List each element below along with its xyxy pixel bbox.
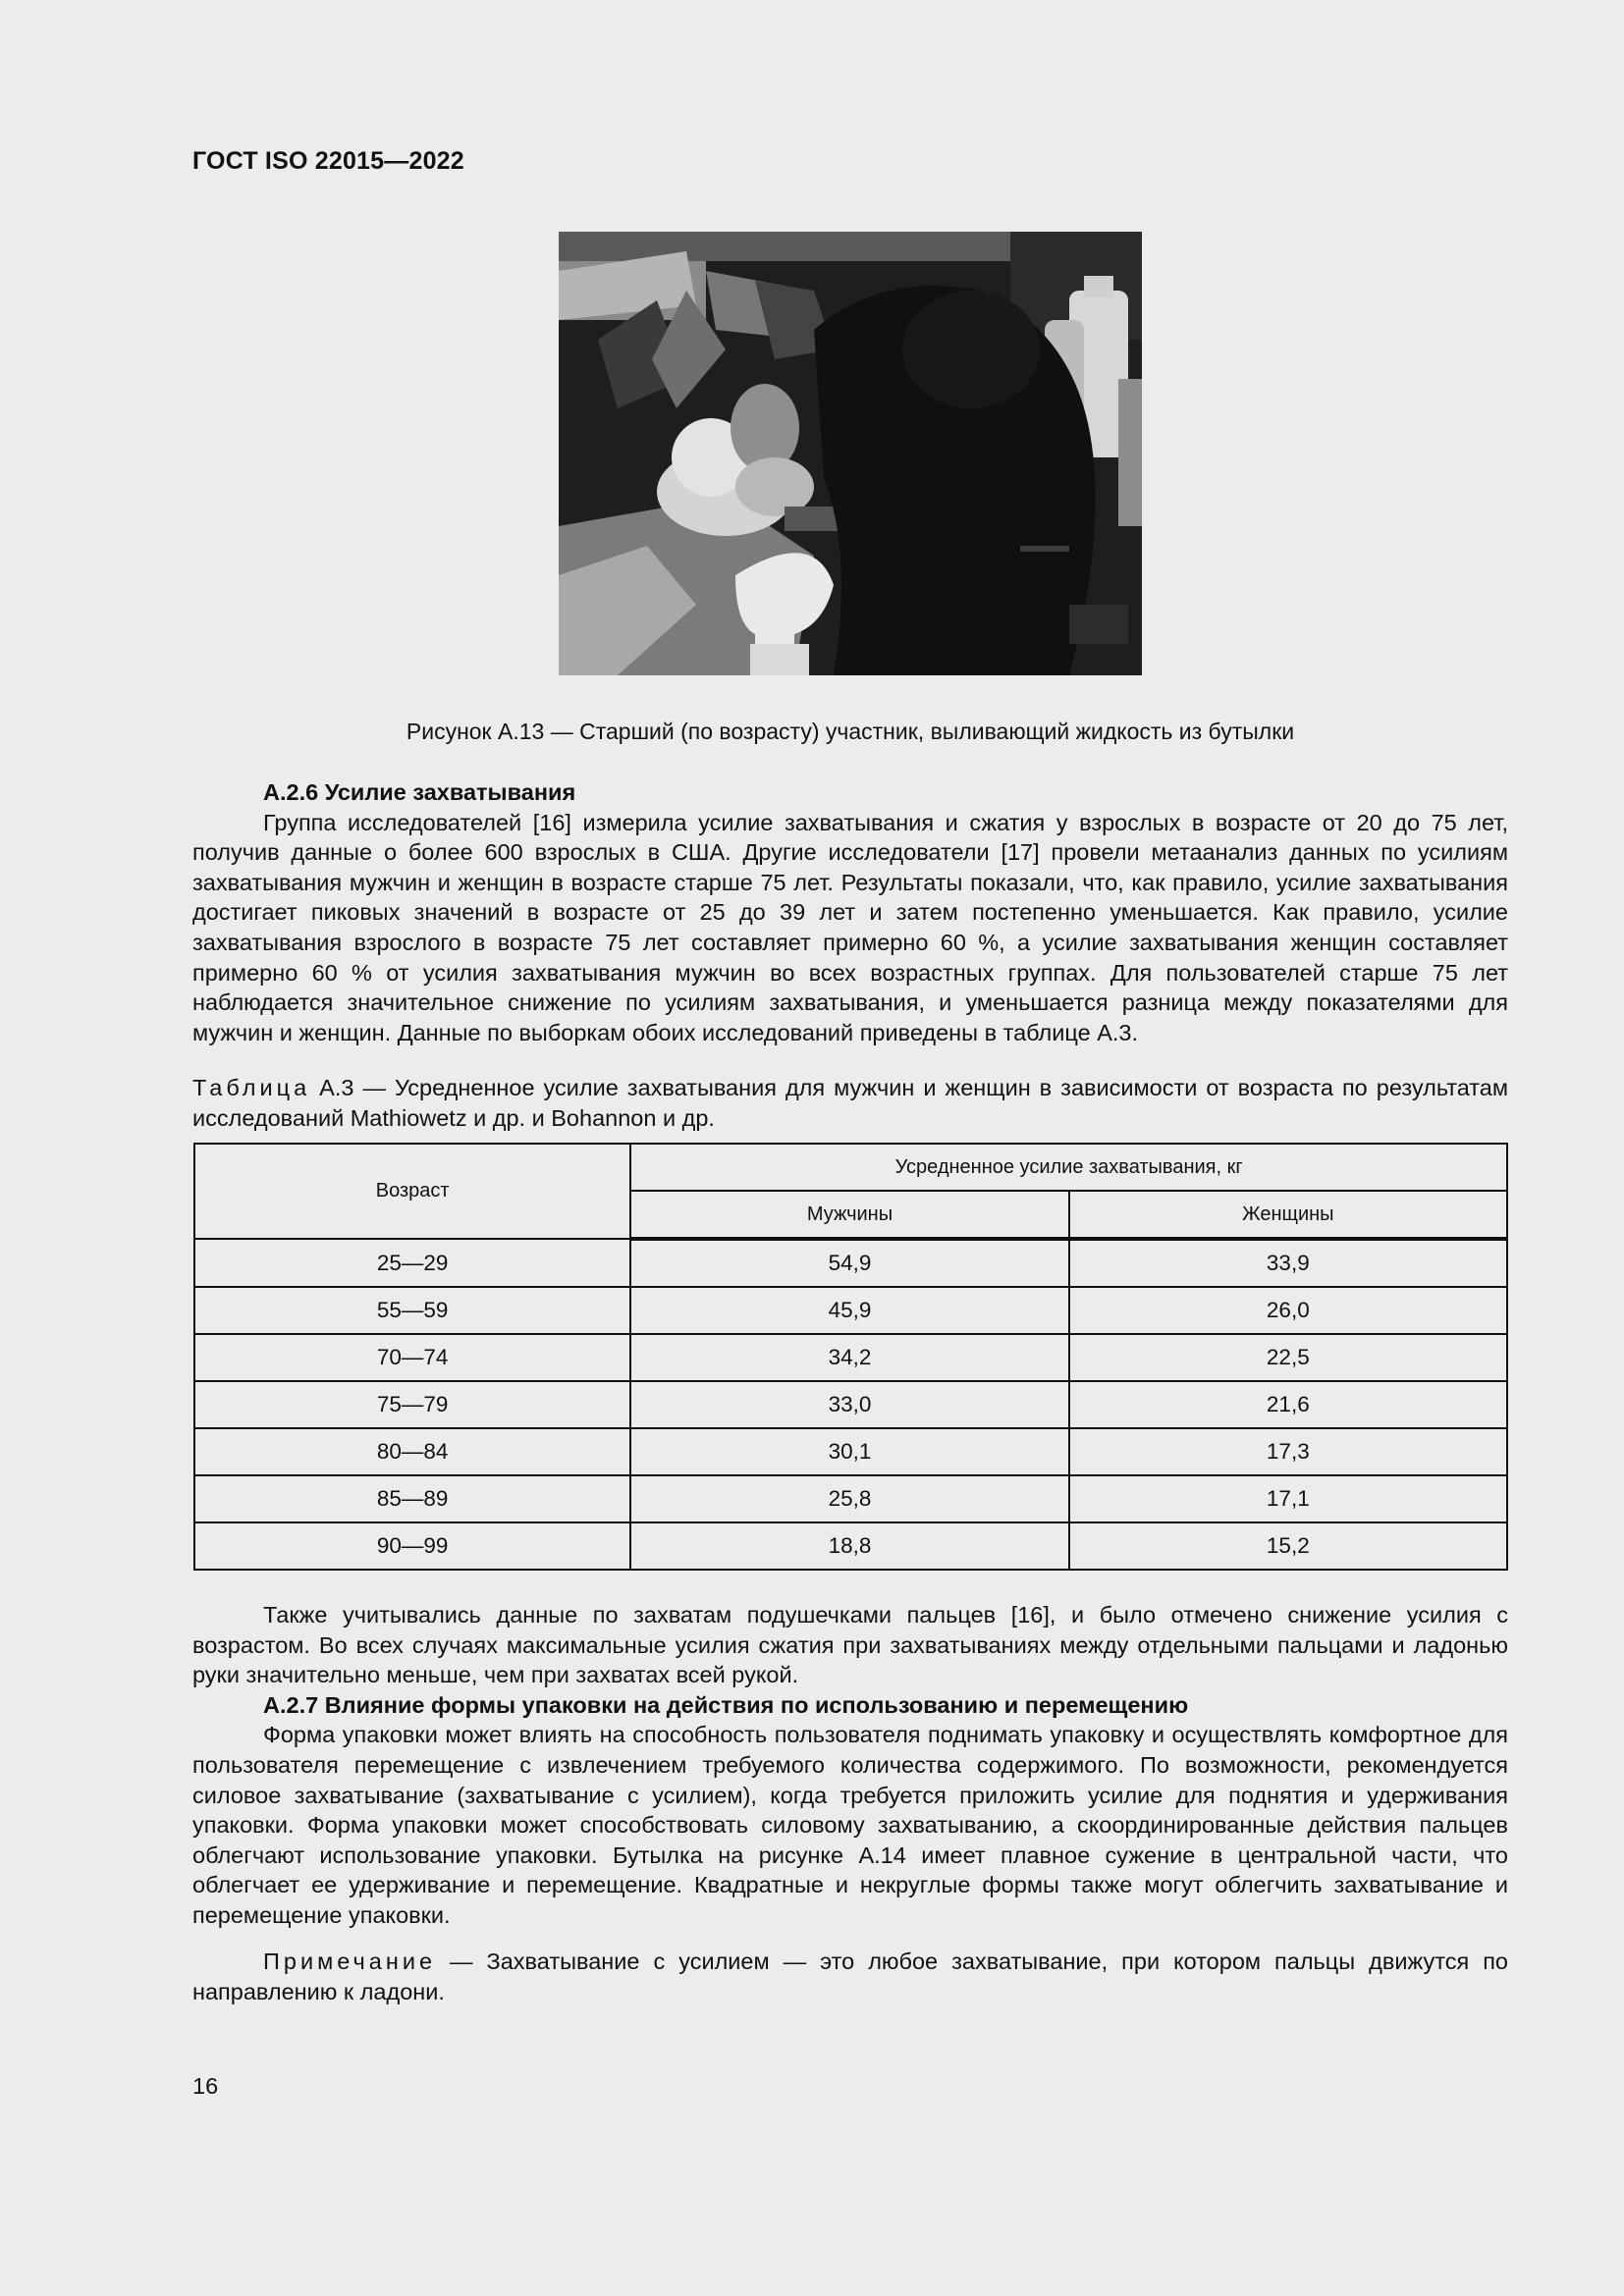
cell-men: 45,9 [630,1287,1068,1334]
table-row [194,1239,1507,1287]
table-caption-text: А.3 — Усредненное усилие захватывания для мужчин и женщин в зависимости от возраста по результатам исследований Mathiowetz и др. и Bohannon и др. [192,1075,1509,1131]
table-row [194,1428,1507,1475]
cell-women: 26,0 [1069,1287,1507,1334]
cell-age: 25—29 [194,1239,630,1287]
section-paragraph: Группа исследователей [16] измерила усилие захватывания и сжатия у взрослых в возрасте от 20 до 75 лет, получив данные о более 600 взрослых в США. Другие исследователи [17] провели метаанализ данных по усилиям захватывания мужчин и женщин в возрасте старше 75 лет. Результаты показали, что, как правило, усилие захватывания достигает пиковых значений в возрасте от 25 до 39 лет и затем постепенно уменьшается. Как правило, усилие захватывания взрослого в возрасте 75 лет составляет примерно 60 %, а усилие захватывания женщин составляет примерно 60 % от усилия захватывания мужчин во всех возрастных группах. Для пользователей старше 75 лет наблюдается значительное снижение по усилиям захватывания, и уменьшается разница между показателями для мужчин и женщин. Данные по выборкам обоих исследований приведены в таблице А.3. [192,809,1508,1045]
figure-photo [559,232,1142,675]
table-row [194,1287,1507,1334]
paragraph-package-shape: Форма упаковки может влиять на способность пользователя поднимать упаковку и осуществлять комфортное для пользователя перемещение с извлечением требуемого количества содержимого. По возможности, рекомендуется силовое захватывание (захватывание с усилием), когда требуется приложить усилие для поднятия и удерживания упаковки. Форма упаковки может способствовать силовому захватыванию, а скоординированные действия пальцев облегчают использование упаковки. Бутылка на рисунке А.14 имеет плавное сужение в центральной части, что облегчает ее удерживание и перемещение. Квадратные и некруглые формы также могут облегчить захватывание и перемещение упаковки. [192,1722,1508,1928]
table-row [194,1334,1507,1381]
grip-strength-table [193,1143,1508,1571]
cell-men: 34,2 [630,1334,1068,1381]
table-label: Таблица [192,1075,311,1100]
note [192,1947,1508,2006]
page-number: 16 [192,2073,219,2099]
cell-men: 30,1 [630,1428,1068,1475]
cell-men: 54,9 [630,1239,1068,1287]
column-header-women: Женщины [1069,1191,1507,1239]
column-header-group: Усредненное усилие захватывания, кг [630,1144,1507,1191]
cell-women: 17,1 [1069,1475,1507,1522]
cell-age: 55—59 [194,1287,630,1334]
table-title [192,1073,1508,1133]
table-row [194,1522,1507,1570]
document-header-title: ГОСТ ISO 22015—2022 [192,147,464,175]
cell-women: 33,9 [1069,1239,1507,1287]
section-heading: А.2.6 Усилие захватывания [263,779,576,805]
note-label: Примечание [263,1949,437,1974]
cell-age: 70—74 [194,1334,630,1381]
cell-women: 17,3 [1069,1428,1507,1475]
column-header-age: Возраст [194,1144,630,1239]
cell-women: 21,6 [1069,1381,1507,1428]
section-a-2-6 [192,777,1508,1047]
table-row [194,1475,1507,1522]
cell-men: 18,8 [630,1522,1068,1570]
section-heading-a-2-7: А.2.7 Влияние формы упаковки на действия по использованию и перемещению [263,1691,1189,1718]
cell-women: 15,2 [1069,1522,1507,1570]
paragraph-finger-grip: Также учитывались данные по захватам подушечками пальцев [16], и было отмечено снижение усилия с возрастом. Во всех случаях максимальные усилия сжатия при захватываниях между отдельными пальцами и ладонью руки значительно меньше, чем при захватах всей рукой. [192,1602,1508,1688]
cell-age: 85—89 [194,1475,630,1522]
cell-men: 33,0 [630,1381,1068,1428]
cell-women: 22,5 [1069,1334,1507,1381]
cell-men: 25,8 [630,1475,1068,1522]
cell-age: 90—99 [194,1522,630,1570]
photo-elderly-pouring-image [559,232,1142,675]
column-header-men: Мужчины [630,1191,1068,1239]
figure-caption: Рисунок А.13 — Старший (по возрасту) участник, выливающий жидкость из бутылки [406,719,1295,744]
cell-age: 80—84 [194,1428,630,1475]
table-row [194,1381,1507,1428]
cell-age: 75—79 [194,1381,630,1428]
note-text: — Захватывание с усилием — это любое захватывание, при котором пальцы движутся по направлению к ладони. [192,1949,1508,2004]
section-after-table [192,1600,1508,1931]
